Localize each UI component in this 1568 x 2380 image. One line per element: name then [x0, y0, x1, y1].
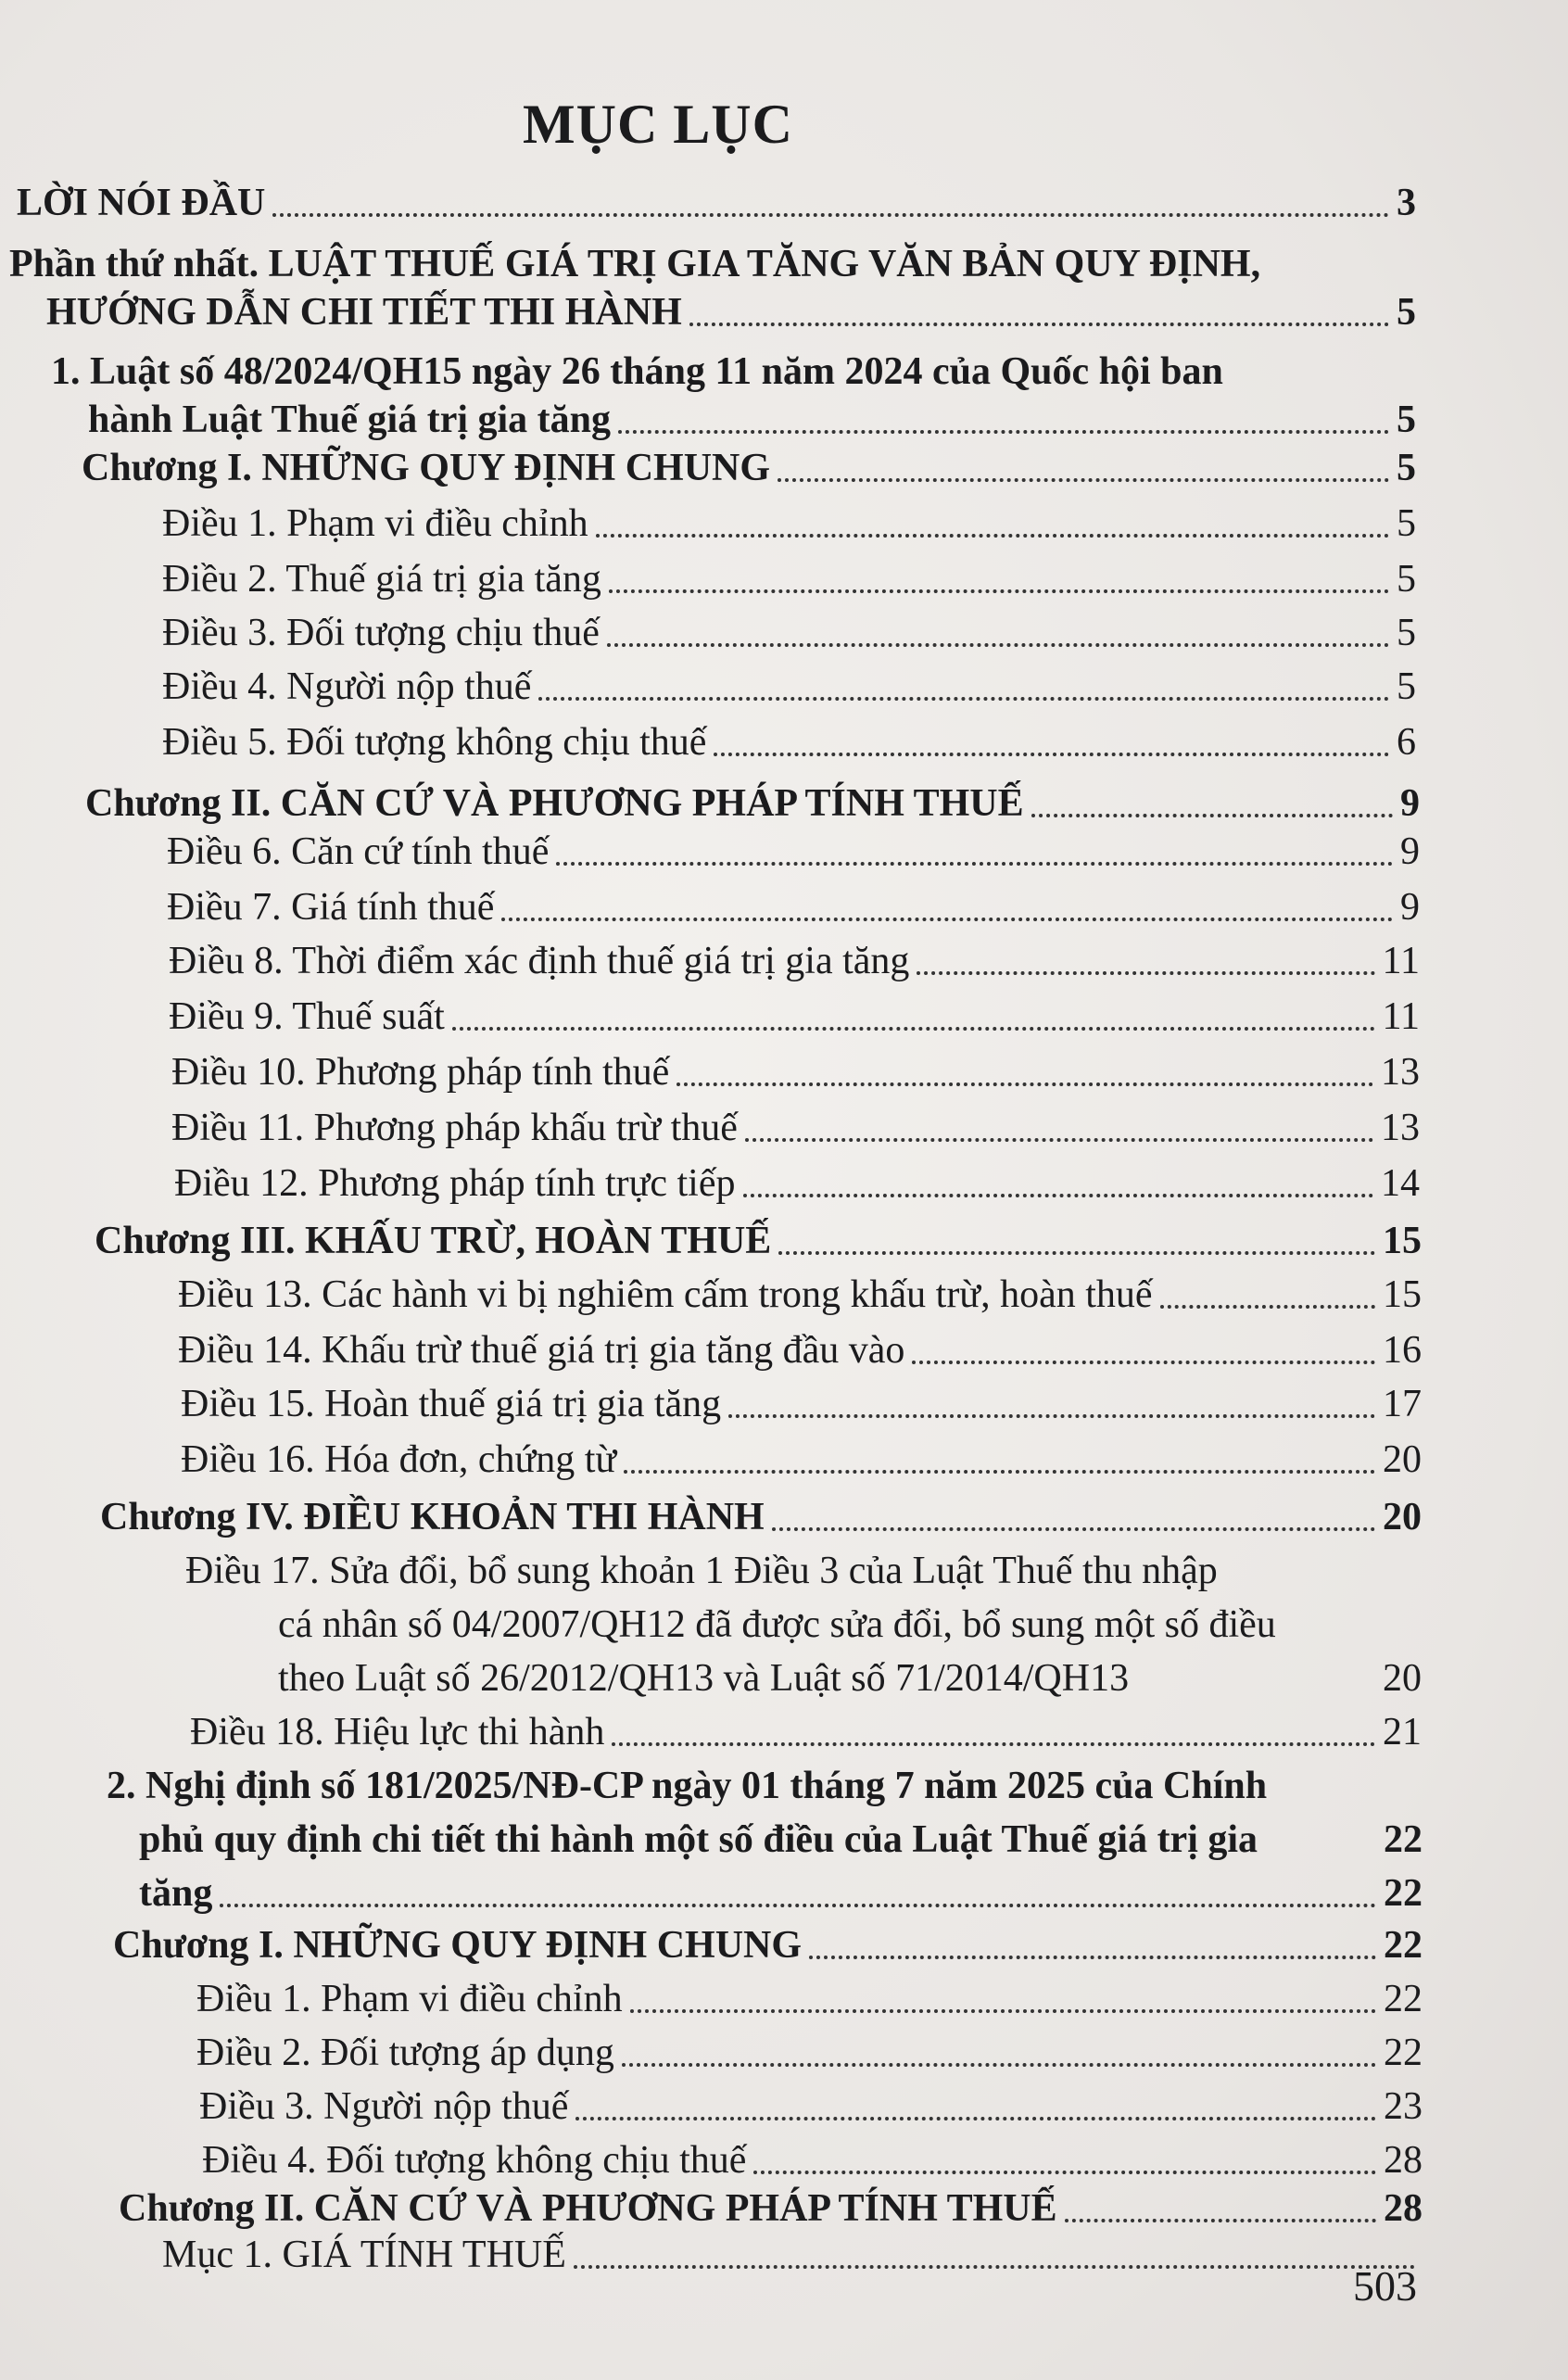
toc-chapter-1: Chương I. NHỮNG QUY ĐỊNH CHUNG 5: [82, 447, 1416, 489]
toc-article: Điều 6. Căn cứ tính thuế 9: [167, 830, 1420, 873]
toc-article: Điều 5. Đối tượng không chịu thuế 6: [162, 721, 1416, 764]
dot-leader: [501, 918, 1393, 921]
page-number: 503: [1353, 2262, 1417, 2310]
dot-leader: [689, 323, 1389, 326]
toc-part-title-line1: Phần thứ nhất. LUẬT THUẾ GIÁ TRỊ GIA TĂNG VĂN BẢN QUY ĐỊNH,: [9, 243, 1261, 285]
dot-leader: [778, 478, 1389, 482]
toc-article: Điều 7. Giá tính thuế 9: [167, 886, 1420, 929]
toc-page-number: 5: [1397, 399, 1416, 441]
toc-article: Điều 15. Hoàn thuế giá trị gia tăng 17: [181, 1383, 1422, 1425]
toc-article: Điều 3. Đối tượng chịu thuế 5: [162, 612, 1416, 654]
toc-chapter-4: Chương IV. ĐIỀU KHOẢN THI HÀNH 20: [100, 1496, 1422, 1538]
toc-decree-title-line3: tăng 22: [139, 1872, 1423, 1915]
toc-part-title-line2: [46, 287, 1416, 337]
dot-leader: [809, 1956, 1376, 1959]
toc-article-line: Điều 17. Sửa đổi, bổ sung khoản 1 Điều 3 của Luật Thuế thu nhập: [185, 1550, 1218, 1592]
dot-leader: [714, 753, 1389, 756]
dot-leader: [609, 589, 1389, 593]
toc-entry-label: hành Luật Thuế giá trị gia tăng: [88, 399, 612, 441]
toc-article: theo Luật số 26/2012/QH13 và Luật số 71/2014/QH13 20: [278, 1657, 1422, 1700]
dot-leader: [745, 1138, 1373, 1142]
dot-leader: [452, 1027, 1375, 1031]
dot-leader: [778, 1251, 1375, 1255]
dot-leader: [272, 213, 1389, 217]
toc-article: Điều 10. Phương pháp tính thuế 13: [171, 1051, 1420, 1094]
dot-leader: [538, 697, 1389, 701]
dot-leader: [772, 1527, 1375, 1531]
dot-leader: [612, 1742, 1375, 1746]
toc-article: Điều 13. Các hành vi bị nghiêm cấm trong khấu trừ, hoàn thuế 15: [178, 1273, 1422, 1316]
dot-leader: [556, 862, 1393, 866]
dot-leader: [912, 1361, 1375, 1364]
toc-article: Điều 1. Phạm vi điều chỉnh 22: [196, 1978, 1423, 2020]
dot-leader: [624, 1470, 1375, 1474]
toc-article: Điều 8. Thời điểm xác định thuế giá trị gia tăng 11: [169, 940, 1420, 982]
dot-leader: [630, 2009, 1376, 2013]
toc-article: Điều 4. Người nộp thuế 5: [162, 665, 1416, 708]
toc-entry-preface: [17, 178, 1416, 228]
toc-article: Điều 2. Đối tượng áp dụng 22: [196, 2032, 1423, 2074]
toc-chapter-2: Chương II. CĂN CỨ VÀ PHƯƠNG PHÁP TÍNH THUẾ 28: [119, 2187, 1423, 2230]
toc-article: Điều 11. Phương pháp khấu trừ thuế 13: [171, 1107, 1420, 1149]
dot-leader: [622, 2063, 1376, 2067]
toc-article: Điều 4. Đối tượng không chịu thuế 28: [202, 2139, 1423, 2182]
page-title: MỤC LỤC: [523, 94, 793, 155]
dot-leader: [607, 643, 1389, 647]
toc-decree-title-line1: 2. Nghị định số 181/2025/NĐ-CP ngày 01 tháng 7 năm 2025 của Chính: [107, 1765, 1268, 1807]
toc-article: Điều 14. Khấu trừ thuế giá trị gia tăng đầu vào 16: [178, 1329, 1422, 1372]
dot-leader: [677, 1082, 1373, 1086]
dot-leader: [1160, 1305, 1375, 1309]
toc-article: Điều 2. Thuế giá trị gia tăng 5: [162, 558, 1416, 601]
dot-leader: [618, 430, 1389, 434]
dot-leader: [596, 534, 1389, 538]
toc-article: Điều 18. Hiệu lực thi hành 21: [190, 1711, 1422, 1753]
dot-leader: [1065, 2219, 1376, 2222]
toc-page-number: 5: [1397, 291, 1416, 334]
dot-leader: [575, 2117, 1376, 2120]
dot-leader: [753, 2171, 1376, 2174]
dot-leader: [917, 971, 1374, 975]
dot-leader: [220, 1904, 1376, 1907]
toc-article: Điều 16. Hóa đơn, chứng từ 20: [181, 1438, 1422, 1481]
toc-page-number: 3: [1397, 182, 1416, 224]
dot-leader: [728, 1414, 1375, 1418]
toc-article: Điều 3. Người nộp thuế 23: [199, 2085, 1423, 2128]
toc-article: Điều 1. Phạm vi điều chỉnh 5: [162, 502, 1416, 545]
toc-chapter-3: Chương III. KHẤU TRỪ, HOÀN THUẾ 15: [95, 1220, 1422, 1262]
toc-chapter-1: Chương I. NHỮNG QUY ĐỊNH CHUNG 22: [113, 1924, 1423, 1967]
toc-article-line: cá nhân số 04/2007/QH12 đã được sửa đổi, bổ sung một số điều: [278, 1603, 1276, 1646]
toc-entry-label: LỜI NÓI ĐẦU: [17, 182, 266, 224]
toc-law-title-line1: 1. Luật số 48/2024/QH15 ngày 26 tháng 11 năm 2024 của Quốc hội ban: [51, 350, 1223, 393]
dot-leader: [1031, 814, 1393, 817]
toc-entry-label: HƯỚNG DẪN CHI TIẾT THI HÀNH: [46, 291, 682, 334]
toc-section: Mục 1. GIÁ TÍNH THUẾ: [162, 2230, 1423, 2280]
toc-chapter-2: Chương II. CĂN CỨ VÀ PHƯƠNG PHÁP TÍNH THUẾ 9: [85, 782, 1420, 825]
dot-leader: [574, 2265, 1415, 2269]
toc-law-title-line2: [88, 395, 1416, 445]
toc-article: Điều 9. Thuế suất 11: [169, 995, 1420, 1038]
dot-leader: [743, 1194, 1374, 1197]
toc-decree-title-line2: phủ quy định chi tiết thi hành một số điều của Luật Thuế giá trị gia 22: [139, 1818, 1423, 1861]
toc-article: Điều 12. Phương pháp tính trực tiếp 14: [174, 1162, 1420, 1205]
